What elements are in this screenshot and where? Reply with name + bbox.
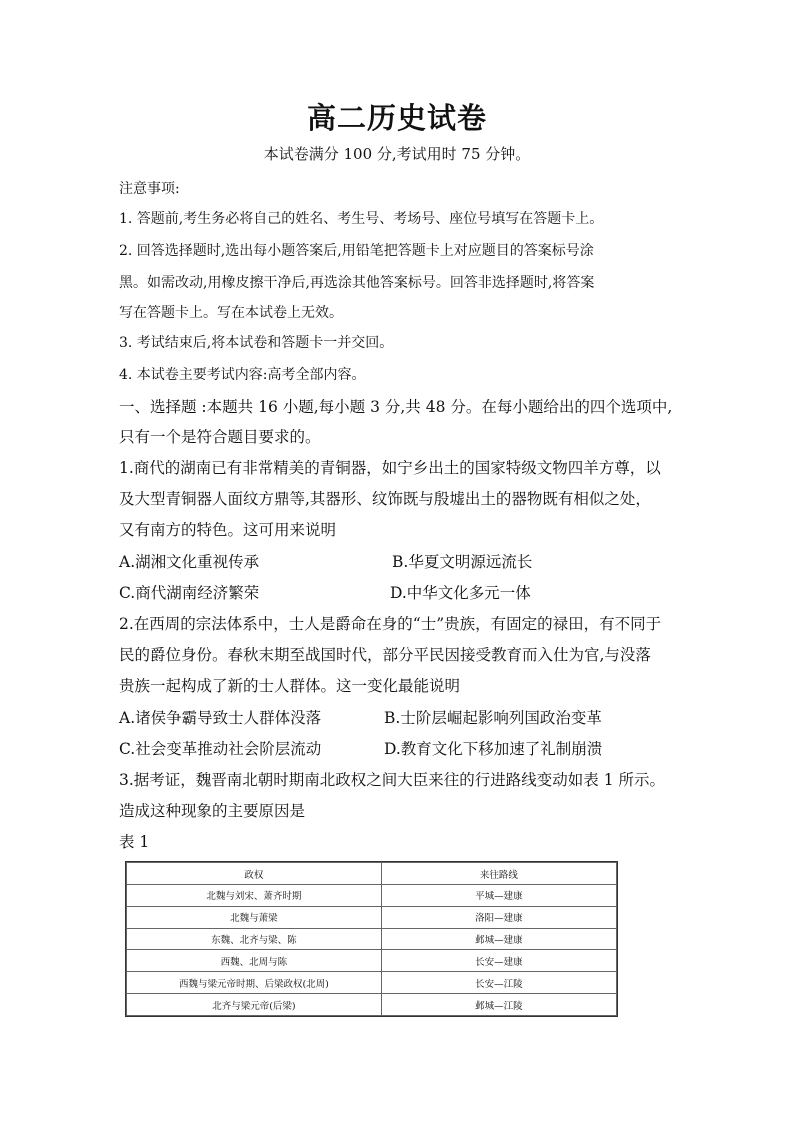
table-row (127, 994, 617, 1016)
table-cell: 西魏与梁元帝时期、后梁政权(北周) (127, 972, 382, 994)
section-heading: 只有一个是符合题目要求的。 (119, 428, 321, 446)
notice-line: 4. 本试卷主要考试内容:高考全部内容。 (119, 367, 366, 383)
table-row (127, 928, 617, 950)
answer-option: D.教育文化下移加速了礼制崩溃 (384, 740, 603, 758)
table-row (127, 972, 617, 994)
notice-line: 1. 答题前,考生务必将自己的姓名、考生号、考场号、座位号填写在答题卡上。 (119, 211, 604, 227)
table-cell: 北魏与萧梁 (127, 906, 382, 928)
notice-line: 写在答题卡上。写在本试卷上无效。 (119, 305, 343, 321)
table-cell: 西魏、北周与陈 (127, 950, 382, 972)
question-text: 3.据考证，魏晋南北朝时期南北政权之间大臣来往的行进路线变动如表 1 所示。 (119, 771, 666, 789)
table-cell: 洛阳—建康 (381, 906, 616, 928)
answer-option: C.商代湖南经济繁荣 (119, 584, 260, 602)
table-cell: 邺城—建康 (381, 928, 616, 950)
question-text: 民的爵位身份。春秋末期至战国时代，部分平民因接受教育而入仕为官,与没落 (119, 646, 651, 664)
question-text: 又有南方的特色。这可用来说明 (119, 521, 337, 539)
answer-option: B.士阶层崛起影响列国政治变革 (384, 709, 602, 727)
question-text: 1.商代的湖南已有非常精美的青铜器，如宁乡出土的国家特级文物四羊方尊，以 (119, 459, 661, 477)
question-text: 及大型青铜器人面纹方鼎等,其器形、纹饰既与殷墟出土的器物既有相似之处， (119, 490, 651, 508)
answer-option: D.中华文化多元一体 (390, 584, 531, 602)
table-cell: 长安—江陵 (381, 972, 616, 994)
question-text: 贵族一起构成了新的士人群体。这一变化最能说明 (119, 677, 461, 695)
table-row (127, 950, 617, 972)
table-cell: 平城—建康 (381, 885, 616, 907)
answer-option: A.湖湘文化重视传承 (119, 553, 260, 571)
answer-option: B.华夏文明源远流长 (392, 553, 533, 571)
answer-option: A.诸侯争霸导致士人群体没落 (119, 709, 322, 727)
page-title: 高二历史试卷 (306, 101, 487, 135)
notice-heading: 注意事项: (119, 181, 180, 197)
answer-option: C.社会变革推动社会阶层流动 (119, 740, 322, 758)
table-cell: 北齐与梁元帝(后梁) (127, 994, 382, 1016)
table-label: 表 1 (119, 833, 150, 851)
table-row (127, 885, 617, 907)
notice-line: 黑。如需改动,用橡皮擦干净后,再选涂其他答案标号。回答非选择题时,将答案 (119, 275, 595, 291)
section-heading: 一、选择题 :本题共 16 小题,每小题 3 分,共 48 分。在每小题给出的四个选项中, (119, 398, 673, 416)
table-cell: 北魏与刘宋、萧齐时期 (127, 885, 382, 907)
notice-line: 3. 考试结束后,将本试卷和答题卡一并交回。 (119, 335, 394, 351)
table-cell: 长安—建康 (381, 950, 616, 972)
table-cell: 东魏、北齐与梁、陈 (127, 928, 382, 950)
table-header-cell: 来往路线 (381, 863, 616, 885)
table-header-row (127, 863, 617, 885)
notice-line: 2. 回答选择题时,选出每小题答案后,用铅笔把答题卡上对应题目的答案标号涂 (119, 243, 594, 259)
table-row (127, 906, 617, 928)
table-cell: 邺城—江陵 (381, 994, 616, 1016)
table-header-cell: 政权 (127, 863, 382, 885)
question-text: 造成这种现象的主要原因是 (119, 802, 306, 820)
exam-subtitle: 本试卷满分 100 分,考试用时 75 分钟。 (263, 145, 531, 163)
question-text: 2.在西周的宗法体系中，士人是爵命在身的“士”贵族，有固定的禄田，有不同于 (119, 615, 662, 633)
route-table (125, 861, 618, 1017)
